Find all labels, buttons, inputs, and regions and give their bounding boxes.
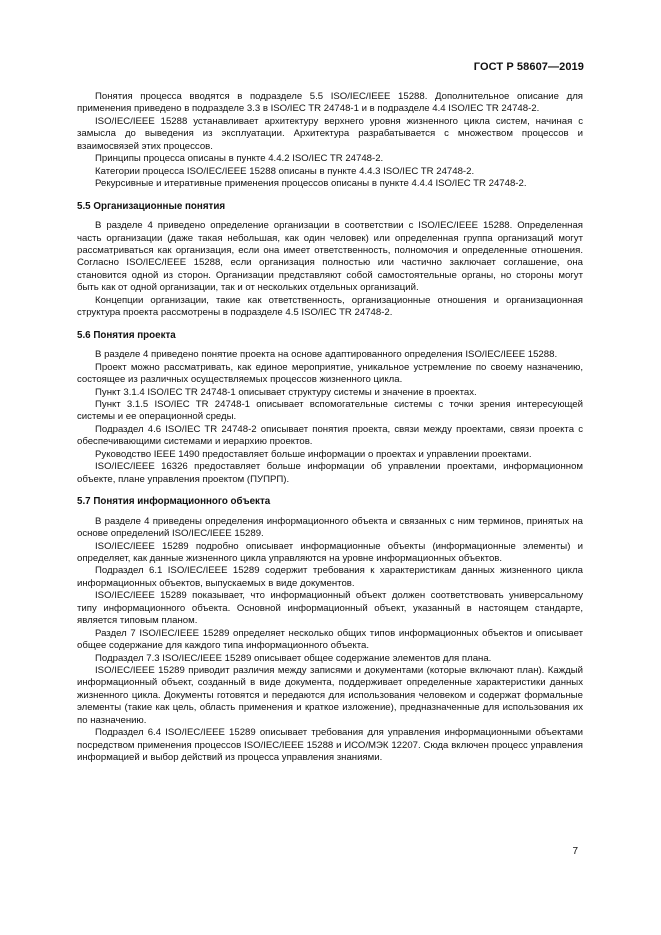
section-5-6-paragraph: ISO/IEC/IEEE 16326 предоставляет больше информации об управлении проектами, информационном объекте, плане управления проектом (ПУПРП). — [77, 461, 583, 485]
section-5-5-paragraph: Концепции организации, такие как ответственность, организационные отношения и организационная структура проекта рассмотрены в подразделе 4.5 ISO/IEC TR 24748-2. — [77, 294, 583, 319]
section-5-7-paragraph: ISO/IEC/IEEE 15289 показывает, что информационный объект должен соответствовать универсальному типу информационного объекта. Основной информационный объект, указанный в настоящем стандарте, является типовым планом. — [77, 590, 583, 627]
section-5-5-paragraph: В разделе 4 приведено определение организации в соответствии с ISO/IEC/IEEE 15288. Определенная часть организации (даже такая небольшая, как один человек) или определенная группа организаций могут рассматриваться как организация, если она имеет ответственность, полномочия и определенные отношения. Согласно ISO/IEC/IEEE 15288, если организация полностью или частично заключает соглашение, она становится одной из сторон. Организации представляют собой самостоятельные органы, но стороны могут быть как от одной организации, так и от нескольких отдельных организаций. — [77, 220, 583, 294]
section-5-6-paragraph: Пункт 3.1.4 ISO/IEC TR 24748-1 описывает структуру системы и значение в проектах. — [95, 386, 477, 398]
section-5-7-paragraph: Подраздел 7.3 ISO/IEC/IEEE 15289 описывает общее содержание элементов для плана. — [95, 652, 492, 664]
section-5-6-paragraph: Проект можно рассматривать, как единое мероприятие, уникальное устремление по своему назначению, состоящее из различных осуществляемых процессов жизненного цикла. — [77, 361, 583, 386]
page-number: 7 — [572, 846, 578, 857]
intro-paragraph: Понятия процесса вводятся в подразделе 5.5 ISO/IEC/IEEE 15288. Дополнительное описание для применения приведено в подразделе 3.3 в ISO/IEC TR 24748-1 и в подразделе 4.4 ISO/IEC TR 24748-2. — [77, 91, 583, 115]
section-5-6-paragraph: Руководство IEEE 1490 предоставляет больше информации о проектах и управлении проектами. — [95, 448, 532, 460]
section-5-7-paragraph: Раздел 7 ISO/IEC/IEEE 15289 определяет несколько общих типов информационных объектов и описывает общее содержание для каждого типа информационного объекта. — [77, 627, 583, 652]
section-heading-5-6: 5.6 Понятия проекта — [77, 329, 176, 341]
document-body — [77, 91, 583, 765]
section-5-6-paragraph: В разделе 4 приведено понятие проекта на основе адаптированного определения ISO/IEC/IEEE 15288. — [95, 349, 558, 361]
section-heading-5-5: 5.5 Организационные понятия — [77, 200, 226, 212]
section-5-6-paragraph: Подраздел 4.6 ISO/IEC TR 24748-2 описывает понятия проекта, связи между проектами, связи проекта с обеспечивающими системами и иерархию проектов. — [77, 423, 583, 448]
section-5-7-paragraph: В разделе 4 приведены определения информационного объекта и связанных с ним терминов, принятых на основе определений ISO/IEC/IEEE 15289. — [77, 515, 583, 540]
standard-designation: ГОСТ Р 58607—2019 — [473, 61, 584, 73]
section-heading-5-7: 5.7 Понятия информационного объекта — [77, 496, 271, 508]
section-5-7-paragraph: ISO/IEC/IEEE 15289 подробно описывает информационные объекты (информационные элементы) и определяет, как данные жизненного цикла управляются на уровне информационных объектов. — [77, 540, 583, 564]
section-5-7-paragraph: Подраздел 6.4 ISO/IEC/IEEE 15289 описывает требования для управления информационными объектами посредством применения процессов ISO/IEC/IEEE 15288 и ИСО/МЭК 12207. Сюда включен процесс управления информацией и выбор действий из процесса управления знаниями. — [77, 727, 583, 764]
intro-paragraph: Рекурсивные и итеративные применения процессов описаны в пункте 4.4.4 ISO/IEC TR 24748-2. — [95, 178, 527, 190]
intro-paragraph: Категории процесса ISO/IEC/IEEE 15288 описаны в пункте 4.4.3 ISO/IEC TR 24748-2. — [95, 165, 475, 177]
intro-paragraph: ISO/IEC/IEEE 15288 устанавливает архитектуру верхнего уровня жизненного цикла систем, начиная с замысла до выведения из эксплуатации. Архитектура разрабатывается с множеством процессов и взаимосвязей этих процессов. — [77, 115, 583, 152]
section-5-6-paragraph: Пункт 3.1.5 ISO/IEC TR 24748-1 описывает вспомогательные системы с точки зрения интересующей системы и ее операционной среды. — [77, 398, 583, 423]
section-5-7-paragraph: Подраздел 6.1 ISO/IEC/IEEE 15289 содержит требования к характеристикам данных жизненного цикла информационных объектов, выпускаемых в виде документов. — [77, 565, 583, 589]
intro-paragraph: Принципы процесса описаны в пункте 4.4.2 ISO/IEC TR 24748-2. — [95, 153, 384, 165]
section-5-7-paragraph: ISO/IEC/IEEE 15289 приводит различия между записями и документами (которые включают план). Каждый информационный объект, созданный в виде документа, поддерживает определенные характеристики данных жизненного цикла. Документы готовятся и передаются для использования человеком и содержат формальные элементы (такие как цель, область применения и краткое изложение), предназначенные для использования их по назначению. — [77, 665, 583, 726]
